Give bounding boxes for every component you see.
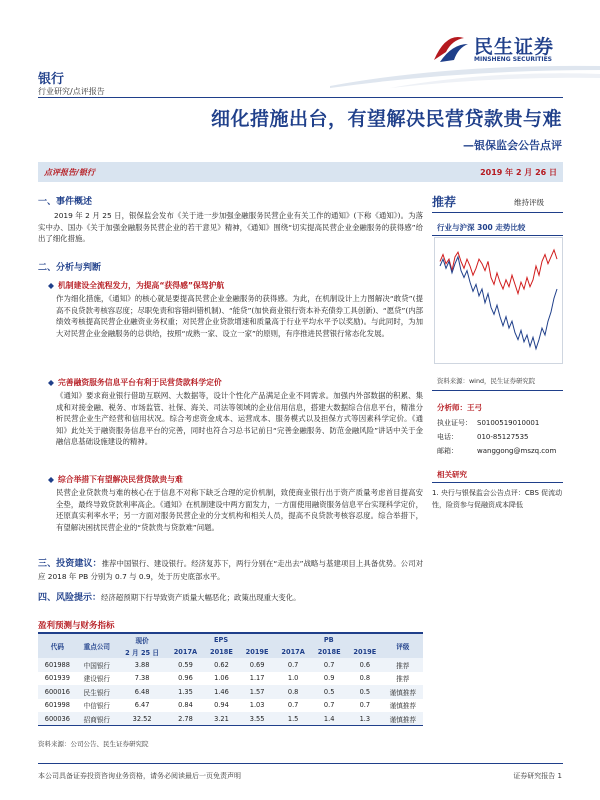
chart-source: 资料来源：wind，民生证券研究院 bbox=[437, 377, 536, 385]
header-divider bbox=[38, 97, 563, 98]
table-cell: 0.7 bbox=[323, 701, 335, 710]
table-cell: 601998 bbox=[44, 701, 70, 710]
table-cell: 0.8 bbox=[359, 674, 371, 683]
bullet-2-title-text: 完善融资服务信息平台有利于民营贷款科学定价 bbox=[58, 378, 222, 387]
section-analysis-title: 二、分析与判断 bbox=[38, 263, 102, 273]
table-cell: 0.8 bbox=[287, 687, 299, 696]
table-cell: 7.38 bbox=[134, 674, 150, 683]
analyst-license bbox=[437, 418, 539, 428]
table-cell: 谨慎推荐 bbox=[383, 712, 423, 726]
table-cell: 招商银行 bbox=[77, 712, 117, 726]
table-cell: 1.0 bbox=[287, 674, 299, 683]
footer-disclaimer: 本公司具备证券投资咨询业务资格，请务必阅读最后一页免责声明 bbox=[38, 772, 241, 780]
table-cell: 600016 bbox=[44, 687, 70, 696]
table-cell: 0.5 bbox=[323, 687, 335, 696]
bullet-1-icon: ◆ bbox=[48, 281, 54, 290]
table-cell: 0.7 bbox=[287, 701, 299, 710]
bullet-1-title bbox=[48, 280, 224, 291]
bullet-3-icon: ◆ bbox=[48, 475, 54, 484]
trend-chart bbox=[434, 237, 563, 364]
report-type: 行业研究/点评报告 bbox=[38, 87, 105, 96]
report-date: 2019 年 2 月 26 日 bbox=[480, 168, 557, 177]
report-subtitle: —银保监会公告点评 bbox=[463, 139, 562, 152]
table-cell: 601988 bbox=[44, 660, 70, 669]
section-invest-title: 三、投资建议： bbox=[38, 559, 102, 569]
table-cell: 601939 bbox=[44, 674, 70, 683]
sidebar-divider bbox=[432, 212, 563, 213]
sidebar-divider bbox=[432, 235, 563, 236]
bullet-3-title-text: 综合举措下有望解决民营贷款贵与难 bbox=[58, 475, 183, 484]
footer-divider bbox=[38, 763, 563, 764]
table-cell: 0.6 bbox=[359, 660, 371, 669]
table-cell: 建设银行 bbox=[83, 675, 111, 684]
table-cell: 1.06 bbox=[214, 674, 229, 683]
analyst-email bbox=[437, 446, 556, 456]
table-cell: 6.47 bbox=[134, 701, 150, 710]
table-cell: 中国银行 bbox=[83, 661, 111, 670]
table-cell: 1.03 bbox=[249, 701, 265, 710]
th-code: 代码 bbox=[50, 643, 64, 651]
table-cell: 1.35 bbox=[178, 687, 193, 696]
table-cell: 0.7 bbox=[287, 660, 299, 669]
table-cell: 0.7 bbox=[359, 701, 371, 710]
table-cell: 1.17 bbox=[249, 674, 265, 683]
chart-series-line bbox=[440, 250, 557, 294]
table-source: 资料来源：公司公告、民生证券研究院 bbox=[38, 740, 149, 748]
bullet-2-text: 《通知》要求商业银行借助互联网、大数据等，设计个性化产品满足企业不同需求。加强内外部数据的积累、集成和对接金融、税务、市场监管、社保、海关、司法等领域的企业信用信息，搭建大数据综合信息平台，精准分析民营企业生产经营和信用状况。综合考虑资金成本、运营成本、服务模式以及担保方式等因素科学定价。《通知》此处关于融资服务信息平台的完善，同时也符合习总书记前日“完善金融服务、防范金融风险”讲话中关于金融信息基础设施建设的精神。 bbox=[56, 391, 423, 446]
section-risk-title: 四、风险提示： bbox=[38, 593, 102, 603]
table-cell: 推荐 bbox=[396, 661, 410, 670]
table-cell: 1.3 bbox=[347, 712, 383, 726]
license-value: S0100519010001 bbox=[477, 419, 540, 427]
recommendation: 推荐 bbox=[432, 195, 457, 209]
table-cell: 600036 bbox=[38, 712, 77, 726]
table-cell: 0.59 bbox=[178, 660, 193, 669]
th-year: 2018E bbox=[317, 648, 341, 656]
table-cell: 2.78 bbox=[167, 712, 203, 726]
report-category: 点评报告/银行 bbox=[44, 168, 95, 177]
related-title: 相关研究 bbox=[437, 470, 467, 479]
section-invest-text: 推荐中国银行、建设银行。经济复苏下，两行分别在“走出去”战略与基建项目上具备优势。公司对应 2018 年 PB 分别为 0.7 与 0.9，处于历史底部水平。 bbox=[38, 559, 423, 581]
table-cell: 1.5 bbox=[275, 712, 311, 726]
th-year: 2019E bbox=[245, 648, 269, 656]
brand-name-en: MINSHENG SECURITIES bbox=[474, 56, 552, 63]
table-cell: 0.7 bbox=[323, 660, 335, 669]
section-invest bbox=[38, 558, 423, 582]
table-cell: 3.21 bbox=[204, 712, 240, 726]
section-risk bbox=[38, 592, 423, 605]
table-cell: 0.9 bbox=[323, 674, 335, 683]
table-cell: 0.62 bbox=[214, 660, 229, 669]
header-decoration bbox=[330, 60, 600, 88]
table-row bbox=[38, 712, 423, 726]
bullet-2-icon: ◆ bbox=[48, 378, 54, 387]
table-cell: 1.57 bbox=[249, 687, 265, 696]
phone-value: 010-85127535 bbox=[477, 433, 529, 441]
th-year: 2017A bbox=[281, 648, 305, 656]
table-cell: 0.94 bbox=[214, 701, 229, 710]
table-cell: 3.55 bbox=[239, 712, 275, 726]
sidebar-divider bbox=[432, 482, 563, 483]
email-key: 邮箱： bbox=[437, 447, 458, 455]
table-cell: 0.96 bbox=[178, 674, 193, 683]
sidebar-divider bbox=[432, 390, 563, 391]
bullet-3-text: 民营企业贷款贵与难的核心在于信息不对称下缺乏合理的定价机制，致使商业银行出于资产质量考虑首目提高安全垫，最终导致贷款利率高企。《通知》在机制建设中两方面发力，一方面使用融资服务信息平台实现科学定价，还原真实利率水平；另一方面对服务民营企业的分支机构和相关人员，提高不良贷款考核容忍度。综合举措下，有望解决困扰民营企业的“贷款贵与贷款难”问题。 bbox=[56, 488, 423, 532]
industry-label: 银行 bbox=[38, 72, 65, 87]
info-band bbox=[38, 162, 563, 182]
section-event-title: 一、事件概述 bbox=[38, 197, 93, 207]
th-date: 2 月 25 日 bbox=[125, 649, 160, 657]
phone-key: 电话： bbox=[437, 433, 458, 441]
report-title: 细化措施出台，有望解决民营贷款贵与难 bbox=[210, 108, 562, 130]
license-key: 执业证号： bbox=[437, 419, 472, 427]
table-title: 盈利预测与财务指标 bbox=[38, 621, 115, 631]
bullet-2-title bbox=[48, 377, 222, 388]
bullet-1-text: 作为细化措施，《通知》的核心就是要提高民营企业金融服务的获得感。为此，在机制设计上力图解决“敢贷”(提高不良贷款考核容忍度；尽职免责和容错纠错机制)、“能贷”(加快商业银行资本补充债券工具创新)、“愿贷”(内部绩效考核提高民营企业融资业务权重；对民营企业贷款增速和质量高于行业平均水平予以奖励)。与此同时，为加大对民营企业金融服务的总供给，按照“成熟一家、设立一家”的原则，有序推进民营银行常态化发展。 bbox=[56, 294, 423, 338]
table-cell: 32.52 bbox=[117, 712, 167, 726]
table-cell: 民生银行 bbox=[83, 688, 111, 697]
table-cell: 3.88 bbox=[134, 660, 150, 669]
table-cell: 1.46 bbox=[214, 687, 229, 696]
email-value[interactable]: wanggong@mszq.com bbox=[477, 447, 557, 455]
footer-page: 证券研究报告 1 bbox=[513, 772, 562, 780]
bullet-3-title bbox=[48, 474, 183, 485]
table-cell: 推荐 bbox=[396, 675, 410, 684]
analyst-name: 分析师：王弓 bbox=[437, 403, 482, 412]
th-pb: PB bbox=[323, 636, 334, 644]
table-cell: 中信银行 bbox=[83, 702, 111, 711]
table-row bbox=[38, 672, 423, 686]
table-cell: 0.84 bbox=[178, 701, 193, 710]
section-risk-text: 经济超预期下行导致资产质量大幅恶化；政策出现重大变化。 bbox=[101, 593, 301, 602]
section-event-text: 2019 年 2 月 25 日，银保监会发布《关于进一步加强金融服务民营企业有关工作的通知》(下称《通知》)。为落实中办、国办《关于加强金融服务民营企业的若干意见》精神，《通知》围绕“切实提高民营企业金融服务的获得感”给出了细化措施。 bbox=[38, 211, 423, 243]
table-row bbox=[38, 699, 423, 713]
analyst-phone bbox=[437, 432, 529, 442]
table-cell: 0.69 bbox=[249, 660, 265, 669]
th-year: 2019E bbox=[353, 648, 377, 656]
forecast-table bbox=[38, 632, 423, 726]
chart-series-line bbox=[440, 257, 557, 349]
th-year: 2018E bbox=[210, 648, 233, 656]
table-row bbox=[38, 685, 423, 699]
brand-name-cn: 民生证券 bbox=[474, 36, 555, 58]
related-item[interactable]: 1. 央行与银保监会公告点评：CBS 促流动性，险资参与促融资成本降低 bbox=[432, 489, 563, 509]
th-price: 现价 bbox=[135, 637, 149, 645]
table-cell: 6.48 bbox=[134, 687, 150, 696]
table-cell: 1.4 bbox=[311, 712, 347, 726]
table-cell: 谨慎推荐 bbox=[389, 688, 416, 697]
chart-frame bbox=[435, 238, 563, 364]
th-name: 重点公司 bbox=[83, 643, 111, 651]
th-year: 2017A bbox=[173, 648, 198, 656]
chart-title: 行业与沪深 300 走势比较 bbox=[437, 223, 526, 232]
rating-status: 维持评级 bbox=[514, 198, 544, 207]
table-cell: 0.5 bbox=[359, 687, 371, 696]
table-row bbox=[38, 658, 423, 672]
bullet-1-title-text: 机制建设全流程发力，为提高“获得感”保驾护航 bbox=[58, 281, 225, 290]
table-cell: 谨慎推荐 bbox=[389, 702, 416, 711]
th-eps: EPS bbox=[214, 636, 229, 644]
th-rating: 评级 bbox=[396, 643, 410, 651]
